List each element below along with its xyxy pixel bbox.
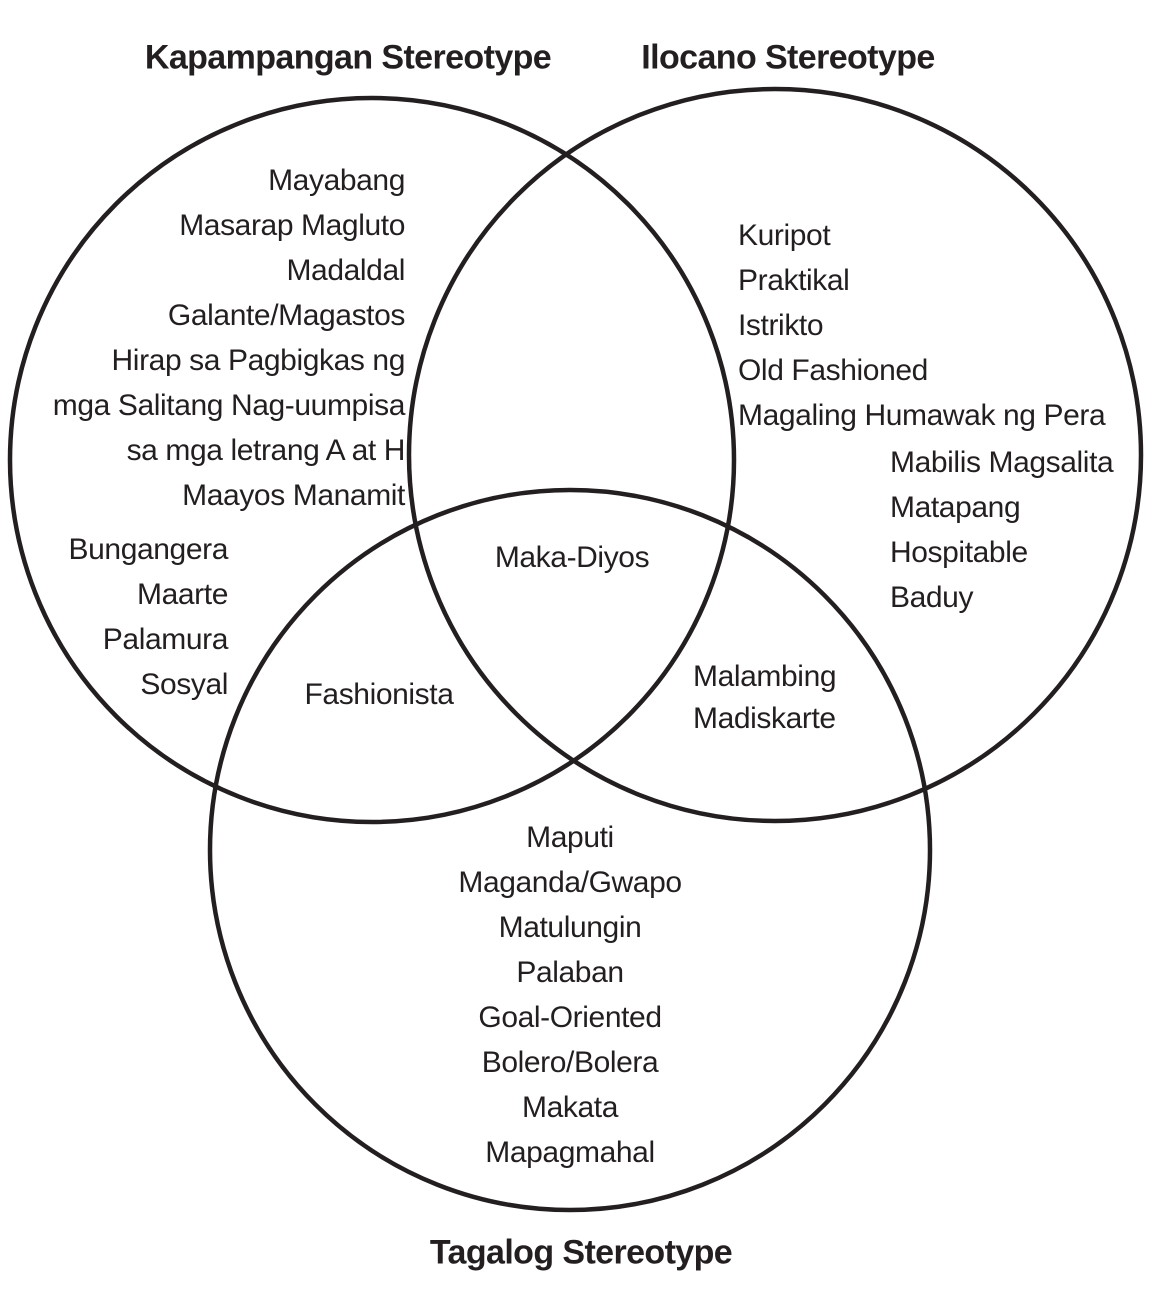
venn-item: Hospitable	[890, 536, 1028, 569]
kapampangan-items-upper	[53, 158, 405, 518]
venn-item: Palaban	[516, 956, 624, 989]
venn-item: Makata	[522, 1091, 618, 1124]
venn-item: Goal-Oriented	[478, 1001, 662, 1034]
ilocano-items-lower	[890, 440, 1113, 620]
venn-item: Mayabang	[268, 164, 405, 197]
venn-item: Galante/Magastos	[167, 299, 405, 332]
venn-item: Madaldal	[286, 254, 405, 287]
venn-item: Masarap Magluto	[179, 209, 405, 242]
venn-item: Bolero/Bolera	[481, 1046, 659, 1079]
venn-item: Maputi	[526, 821, 614, 854]
kapampangan-title: Kapampangan Stereotype	[144, 38, 552, 77]
venn-item: Praktikal	[738, 264, 850, 297]
venn-item: Bungangera	[68, 533, 228, 566]
venn-item: Istrikto	[738, 309, 824, 342]
venn-item: Matapang	[890, 491, 1021, 524]
venn-item: Madiskarte	[693, 702, 836, 735]
venn-item: Baduy	[890, 581, 974, 614]
venn-item: Maayos Manamit	[182, 479, 405, 512]
venn-item: Maarte	[137, 578, 228, 611]
kapampangan-items-lower	[69, 527, 228, 707]
venn-item: Magaling Humawak ng Pera	[738, 399, 1106, 432]
ilocano-title: Ilocano Stereotype	[641, 38, 935, 77]
venn-item: Hirap sa Pagbigkas ng	[111, 344, 405, 377]
venn-item: Matulungin	[498, 911, 642, 944]
tagalog-items	[458, 815, 681, 1175]
ilocano-items-upper	[738, 213, 1105, 438]
venn-item: Mapagmahal	[485, 1136, 655, 1169]
venn-item: Old Fashioned	[738, 354, 928, 387]
venn-item: Mabilis Magsalita	[890, 446, 1114, 479]
venn-item: Palamura	[102, 623, 228, 656]
venn-item: Malambing	[693, 660, 837, 693]
ilocano-tagalog-overlap-labels	[693, 656, 836, 740]
venn-item: mga Salitang Nag-uumpisa	[52, 389, 405, 422]
venn-item: Kuripot	[738, 219, 831, 252]
venn-item: sa mga letrang A at H	[126, 434, 405, 467]
venn-item: Sosyal	[140, 668, 228, 701]
venn-item: Maganda/Gwapo	[458, 866, 682, 899]
tagalog-title: Tagalog Stereotype	[429, 1233, 733, 1272]
triple-overlap-label: Maka-Diyos	[494, 541, 650, 574]
kapampangan-tagalog-overlap-label: Fashionista	[304, 678, 454, 711]
